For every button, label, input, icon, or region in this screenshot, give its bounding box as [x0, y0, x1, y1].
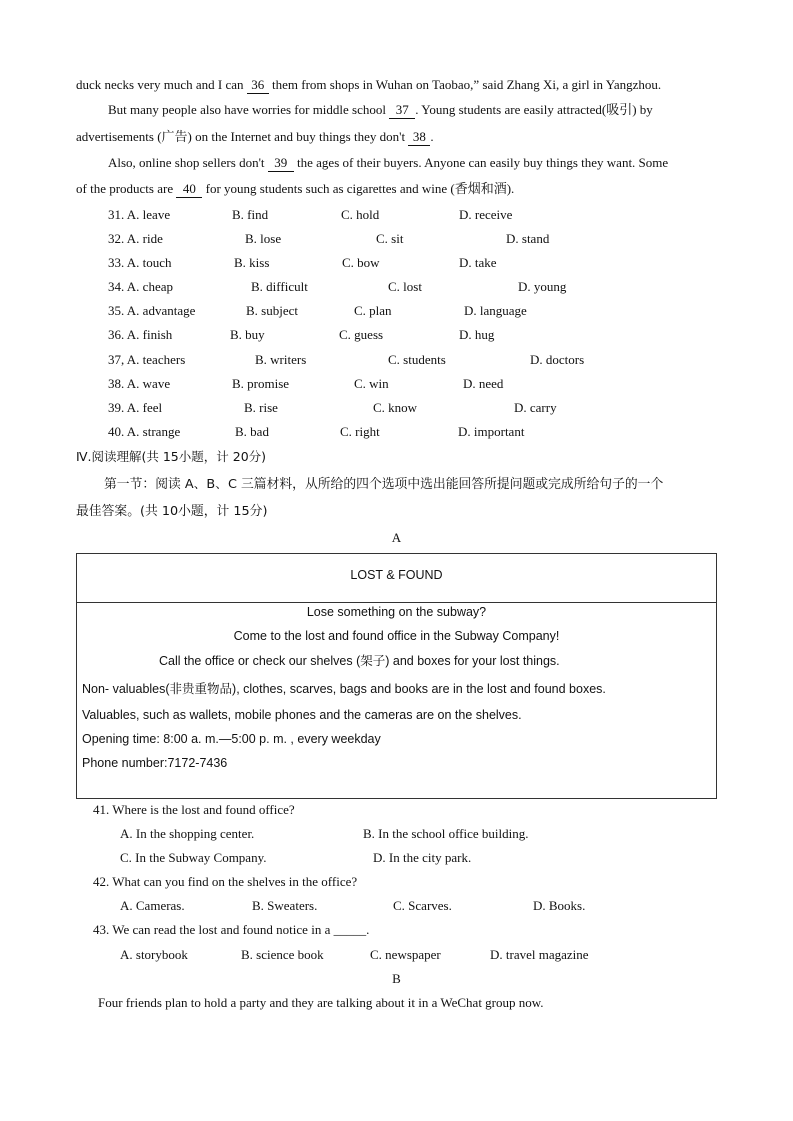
q42-option-c: C. Scarves. [393, 898, 452, 913]
passage-text: them from shops in Wuhan on Taobao,” said Zhang Xi, a girl in Yangzhou. [268, 77, 662, 92]
notice-line-5: Valuables, such as wallets, mobile phones and the cameras are on the shelves. [82, 708, 522, 722]
q36-b: B. buy [230, 327, 265, 342]
q42-option-a: A. Cameras. [120, 898, 185, 913]
q38-c: C. win [354, 376, 389, 391]
q41-option-c: C. In the Subway Company. [120, 850, 267, 865]
passage-label-b: B [392, 971, 401, 986]
q39-a: 39. A. feel [108, 400, 163, 415]
section-instruction-line-1: 第一节：阅读 A、B、C 三篇材料，从所给的四个选项中选出能回答所提问题或完成所给句子的一个 [104, 477, 664, 492]
blank-36: 36 [247, 77, 269, 94]
q36-a: 36. A. finish [108, 327, 173, 342]
q40-b: B. bad [235, 424, 269, 439]
q37-c: C. students [388, 352, 446, 367]
blank-37: 37 [389, 102, 415, 119]
q33-a: 33. A. touch [108, 255, 172, 270]
notice-line-1: Lose something on the subway? [306, 605, 487, 619]
notice-line-2: Come to the lost and found office in the Subway Company! [233, 629, 560, 643]
passage-text: . [430, 129, 434, 144]
section-instruction-line-2: 最佳答案。(共 10小题，计 15分) [76, 504, 268, 519]
q41-option-a: A. In the shopping center. [120, 826, 255, 841]
q37-d: D. doctors [530, 352, 585, 367]
q39-d: D. carry [514, 400, 557, 415]
q39-c: C. know [373, 400, 418, 415]
question-43: 43. We can read the lost and found notice in a _____. [93, 922, 370, 937]
q34-d: D. young [518, 279, 567, 294]
notice-line-3: Call the office or check our shelves (架子) and boxes for your lost things. [159, 654, 560, 668]
q38-b: B. promise [232, 376, 290, 391]
notice-line-4: Non- valuables(非贵重物品), clothes, scarves, bags and books are in the lost and found boxes. [82, 682, 606, 696]
q34-b: B. difficult [251, 279, 308, 294]
q35-c: C. plan [354, 303, 392, 318]
passage-text: Also, online shop sellers don't [108, 155, 268, 170]
q32-c: C. sit [376, 231, 404, 246]
section-heading: Ⅳ.阅读理解(共 15小题，计 20分) [76, 449, 267, 464]
q31-d: D. receive [459, 207, 513, 222]
q41-option-d: D. In the city park. [373, 850, 472, 865]
blank-38: 38 [408, 129, 430, 146]
notice-divider [77, 602, 716, 603]
q40-c: C. right [340, 424, 380, 439]
q38-a: 38. A. wave [108, 376, 171, 391]
question-42: 42. What can you find on the shelves in the office? [93, 874, 358, 889]
q35-d: D. language [464, 303, 527, 318]
blank-40: 40 [176, 181, 202, 198]
q40-a: 40. A. strange [108, 424, 181, 439]
passage-text: advertisements (广告) on the Internet and buy things they don't [76, 129, 409, 144]
passage-text: But many people also have worries for middle school [108, 102, 390, 117]
q38-d: D. need [463, 376, 504, 391]
q42-option-b: B. Sweaters. [252, 898, 318, 913]
passage-text: for young students such as cigarettes and wine (香烟和酒). [202, 181, 515, 196]
q33-c: C. bow [342, 255, 380, 270]
passage-b-intro: Four friends plan to hold a party and they are talking about it in a WeChat group now. [98, 995, 544, 1010]
passage-line-4 [108, 155, 668, 172]
q37-b: B. writers [255, 352, 307, 367]
q31-c: C. hold [341, 207, 380, 222]
question-41: 41. Where is the lost and found office? [93, 802, 295, 817]
q35-b: B. subject [246, 303, 298, 318]
q31-a: 31. A. leave [108, 207, 171, 222]
q43-option-a: A. storybook [120, 947, 188, 962]
q34-a: 34. A. cheap [108, 279, 173, 294]
passage-line-5 [76, 181, 514, 198]
q32-b: B. lose [245, 231, 282, 246]
q32-d: D. stand [506, 231, 550, 246]
q31-b: B. find [232, 207, 269, 222]
q43-option-c: C. newspaper [370, 947, 441, 962]
q41-option-b: B. In the school office building. [363, 826, 529, 841]
q40-d: D. important [458, 424, 525, 439]
q34-c: C. lost [388, 279, 422, 294]
q39-b: B. rise [244, 400, 278, 415]
q42-option-d: D. Books. [533, 898, 586, 913]
blank-39: 39 [268, 155, 294, 172]
passage-text: the ages of their buyers. Anyone can easily buy things they want. Some [293, 155, 669, 170]
notice-line-7: Phone number:7172-7436 [82, 756, 228, 770]
q33-b: B. kiss [234, 255, 270, 270]
lost-found-notice [76, 553, 717, 799]
q32-a: 32. A. ride [108, 231, 163, 246]
passage-label-a: A [391, 530, 402, 545]
notice-title: LOST & FOUND [350, 568, 443, 582]
q43-option-d: D. travel magazine [490, 947, 589, 962]
passage-text: duck necks very much and I can [76, 77, 247, 92]
passage-line-2 [108, 102, 653, 119]
passage-text: . Young students are easily attracted(吸引) by [415, 102, 653, 117]
passage-line-1 [76, 77, 716, 94]
passage-text: of the products are [76, 181, 177, 196]
q36-d: D. hug [459, 327, 495, 342]
q37-a: 37, A. teachers [108, 352, 186, 367]
q35-a: 35. A. advantage [108, 303, 196, 318]
q43-option-b: B. science book [241, 947, 324, 962]
q36-c: C. guess [339, 327, 384, 342]
passage-line-3 [76, 129, 434, 146]
notice-line-6: Opening time: 8:00 a. m.—5:00 p. m. , every weekday [82, 732, 381, 746]
q33-d: D. take [459, 255, 497, 270]
